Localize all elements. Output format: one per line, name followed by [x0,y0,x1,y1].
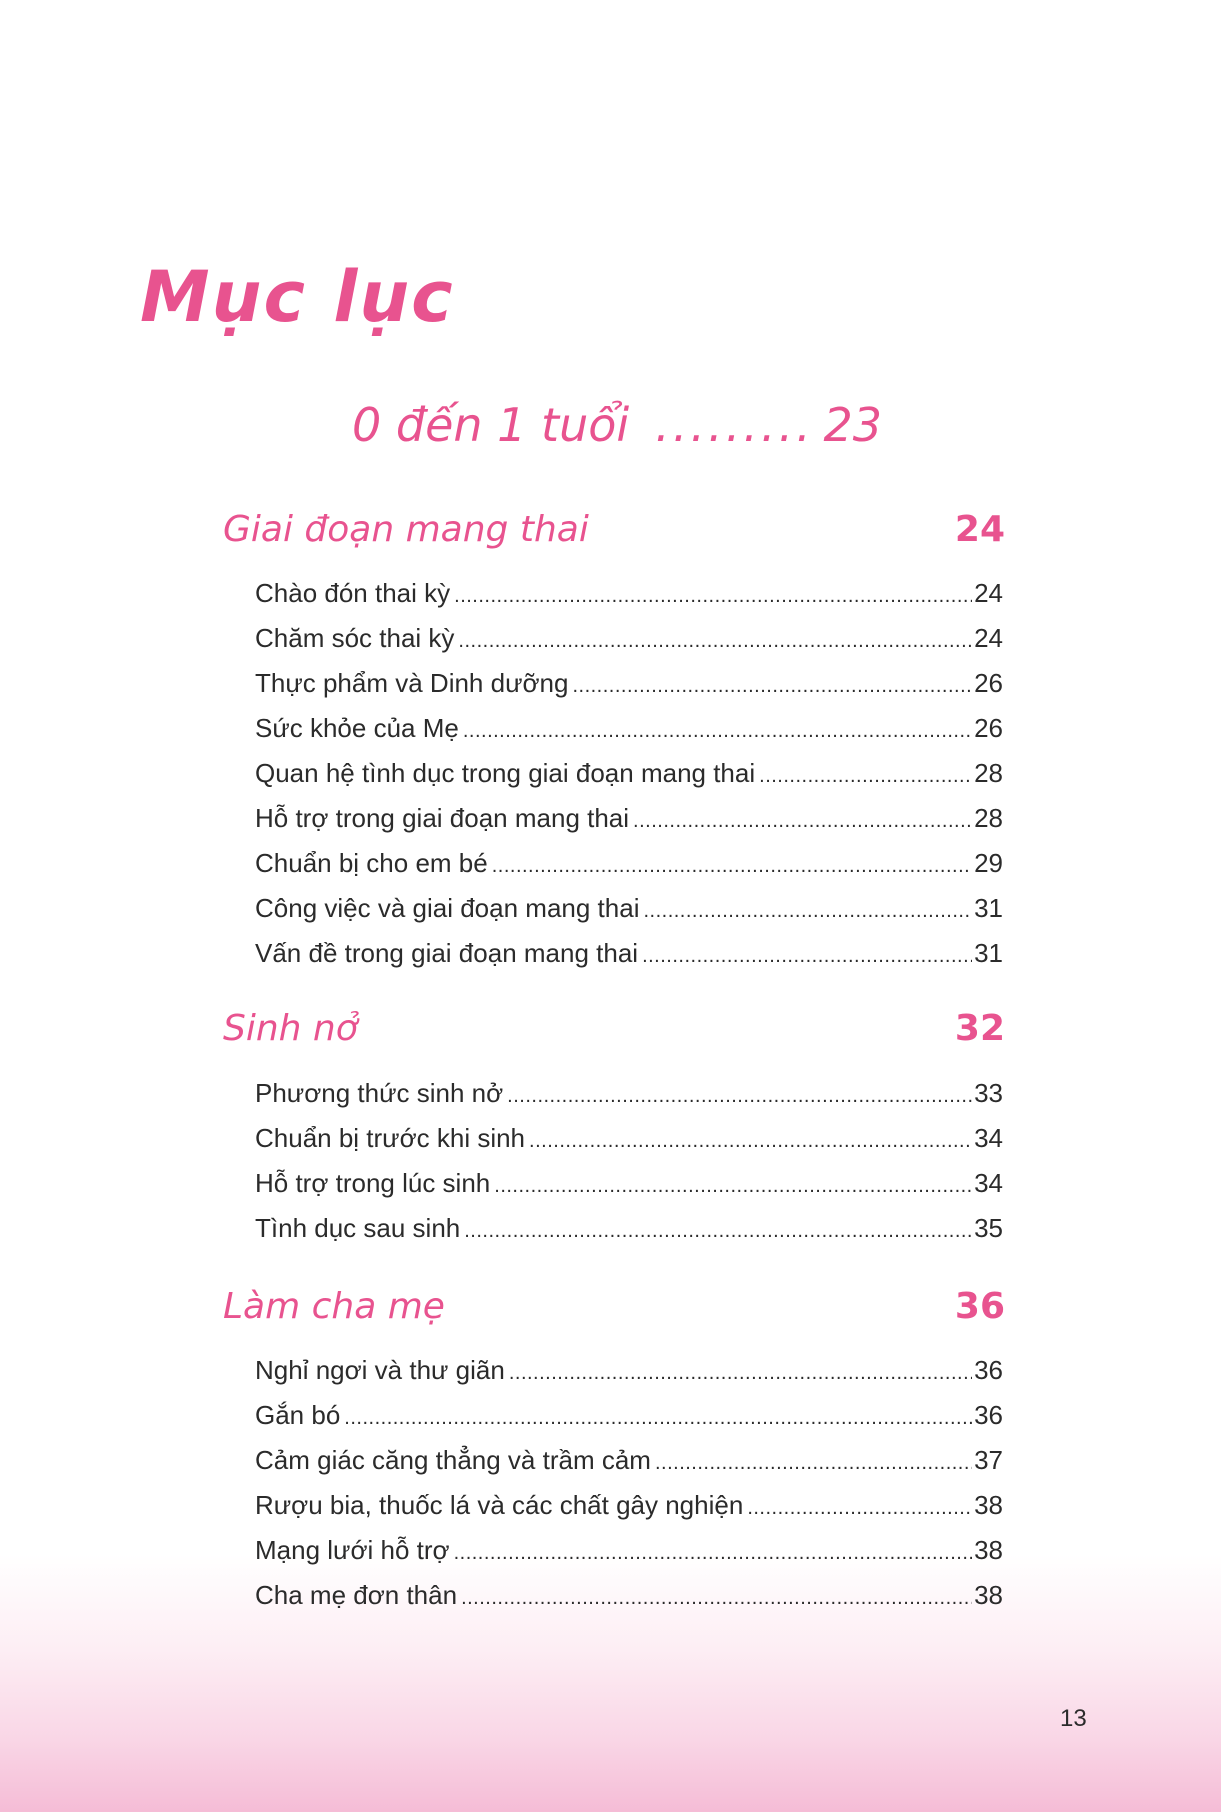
leader-dots [643,894,972,928]
toc-entry-page: 24 [974,623,1003,653]
page-number: 13 [1060,1705,1087,1732]
toc-entry-page: 38 [974,1535,1003,1565]
toc-entry-page: 34 [974,1123,1003,1153]
toc-entry-page: 38 [974,1580,1003,1610]
toc-entry[interactable] [255,1488,1003,1525]
section-page-number: 36 [954,1286,1005,1327]
part-heading[interactable] [352,395,882,455]
toc-entry-page: 36 [974,1355,1003,1385]
leader-dots [492,849,972,883]
toc-entry-page: 35 [974,1213,1003,1243]
leader-dots [454,1536,973,1570]
toc-entry[interactable] [255,576,1003,613]
section-title: Làm cha mẹ [223,1286,445,1327]
toc-entry-label: Cha mẹ đơn thân [255,1580,458,1610]
toc-entry-label: Phương thức sinh nở [255,1078,504,1108]
toc-entry-label: Chăm sóc thai kỳ [255,623,455,653]
toc-entry-label: Chuẩn bị cho em bé [255,848,488,878]
toc-entry[interactable] [255,1578,1003,1615]
toc-entry[interactable] [255,891,1003,928]
toc-entry[interactable] [255,846,1003,883]
section-page-number: 32 [954,1008,1005,1049]
leader-dots [494,1169,972,1203]
leader-dots [759,759,972,793]
leader-dots [747,1491,972,1525]
toc-entry[interactable] [255,1353,1003,1390]
toc-entry-page: 34 [974,1168,1003,1198]
toc-entry-page: 26 [974,713,1003,743]
toc-entry-label: Hỗ trợ trong lúc sinh [255,1168,491,1198]
toc-entry-label: Công việc và giai đoạn mang thai [255,893,640,923]
toc-entry-page: 37 [974,1445,1003,1475]
toc-entry-label: Hỗ trợ trong giai đoạn mang thai [255,803,630,833]
toc-entry-page: 31 [974,893,1003,923]
toc-entry-label: Nghỉ ngơi và thư giãn [255,1355,505,1385]
toc-entry-page: 26 [974,668,1003,698]
leader-dots [529,1124,972,1158]
toc-entry-label: Tình dục sau sinh [255,1213,461,1243]
toc-entry-label: Chào đón thai kỳ [255,578,451,608]
toc-entry-label: Quan hệ tình dục trong giai đoạn mang thai [255,758,756,788]
toc-entry-page: 31 [974,938,1003,968]
section-page-number: 24 [954,509,1005,550]
section-title: Sinh nở [223,1008,358,1049]
leader-dots [655,1446,972,1480]
section-heading-parenting[interactable] [223,1284,1005,1330]
toc-entry[interactable] [255,621,1003,658]
toc-entry[interactable] [255,1443,1003,1480]
leader-dots [507,1079,972,1113]
leader-dots [344,1401,972,1435]
toc-entry[interactable] [255,1398,1003,1435]
toc-entry-page: 29 [974,848,1003,878]
toc-entry[interactable] [255,1121,1003,1158]
toc-entry[interactable] [255,1076,1003,1113]
leader-dots [633,804,972,838]
toc-entry-page: 28 [974,803,1003,833]
toc-entry-label: Rượu bia, thuốc lá và các chất gây nghiện [255,1490,744,1520]
leader-dots [463,714,972,748]
toc-entry-label: Cảm giác căng thẳng và trầm cảm [255,1445,651,1475]
toc-entry-page: 28 [974,758,1003,788]
section-title: Giai đoạn mang thai [223,509,589,550]
toc-entry-label: Vấn đề trong giai đoạn mang thai [255,938,639,968]
section-heading-childbirth[interactable] [223,1006,1005,1052]
toc-entry-label: Gắn bó [255,1400,341,1430]
leader-dots [509,1356,972,1390]
leader-dots [572,669,972,703]
leader-dots [642,939,972,973]
toc-entry[interactable] [255,1166,1003,1203]
toc-entry[interactable] [255,666,1003,703]
toc-entry[interactable] [255,936,1003,973]
toc-entry[interactable] [255,1211,1003,1248]
toc-entry-label: Thực phẩm và Dinh dưỡng [255,668,569,698]
toc-entry-page: 36 [974,1400,1003,1430]
leader-dots [454,579,972,613]
toc-entry-page: 38 [974,1490,1003,1520]
leader-dots [464,1214,972,1248]
page-title: Mục lục [140,255,455,338]
toc-entry[interactable] [255,756,1003,793]
part-leader-dots: ......... [655,398,814,452]
leader-dots [458,624,972,658]
toc-entry-page: 33 [974,1078,1003,1108]
toc-entry-label: Sức khỏe của Mẹ [255,713,459,743]
section-heading-pregnancy[interactable] [223,507,1005,553]
toc-entry[interactable] [255,711,1003,748]
part-page-number: 23 [823,398,882,452]
toc-entry-page: 24 [974,578,1003,608]
leader-dots [461,1581,972,1615]
toc-entry[interactable] [255,801,1003,838]
toc-entry-label: Mạng lưới hỗ trợ [255,1535,450,1565]
toc-entry-label: Chuẩn bị trước khi sinh [255,1123,526,1153]
part-title: 0 đến 1 tuổi [352,398,630,452]
toc-entry[interactable] [255,1533,1003,1570]
